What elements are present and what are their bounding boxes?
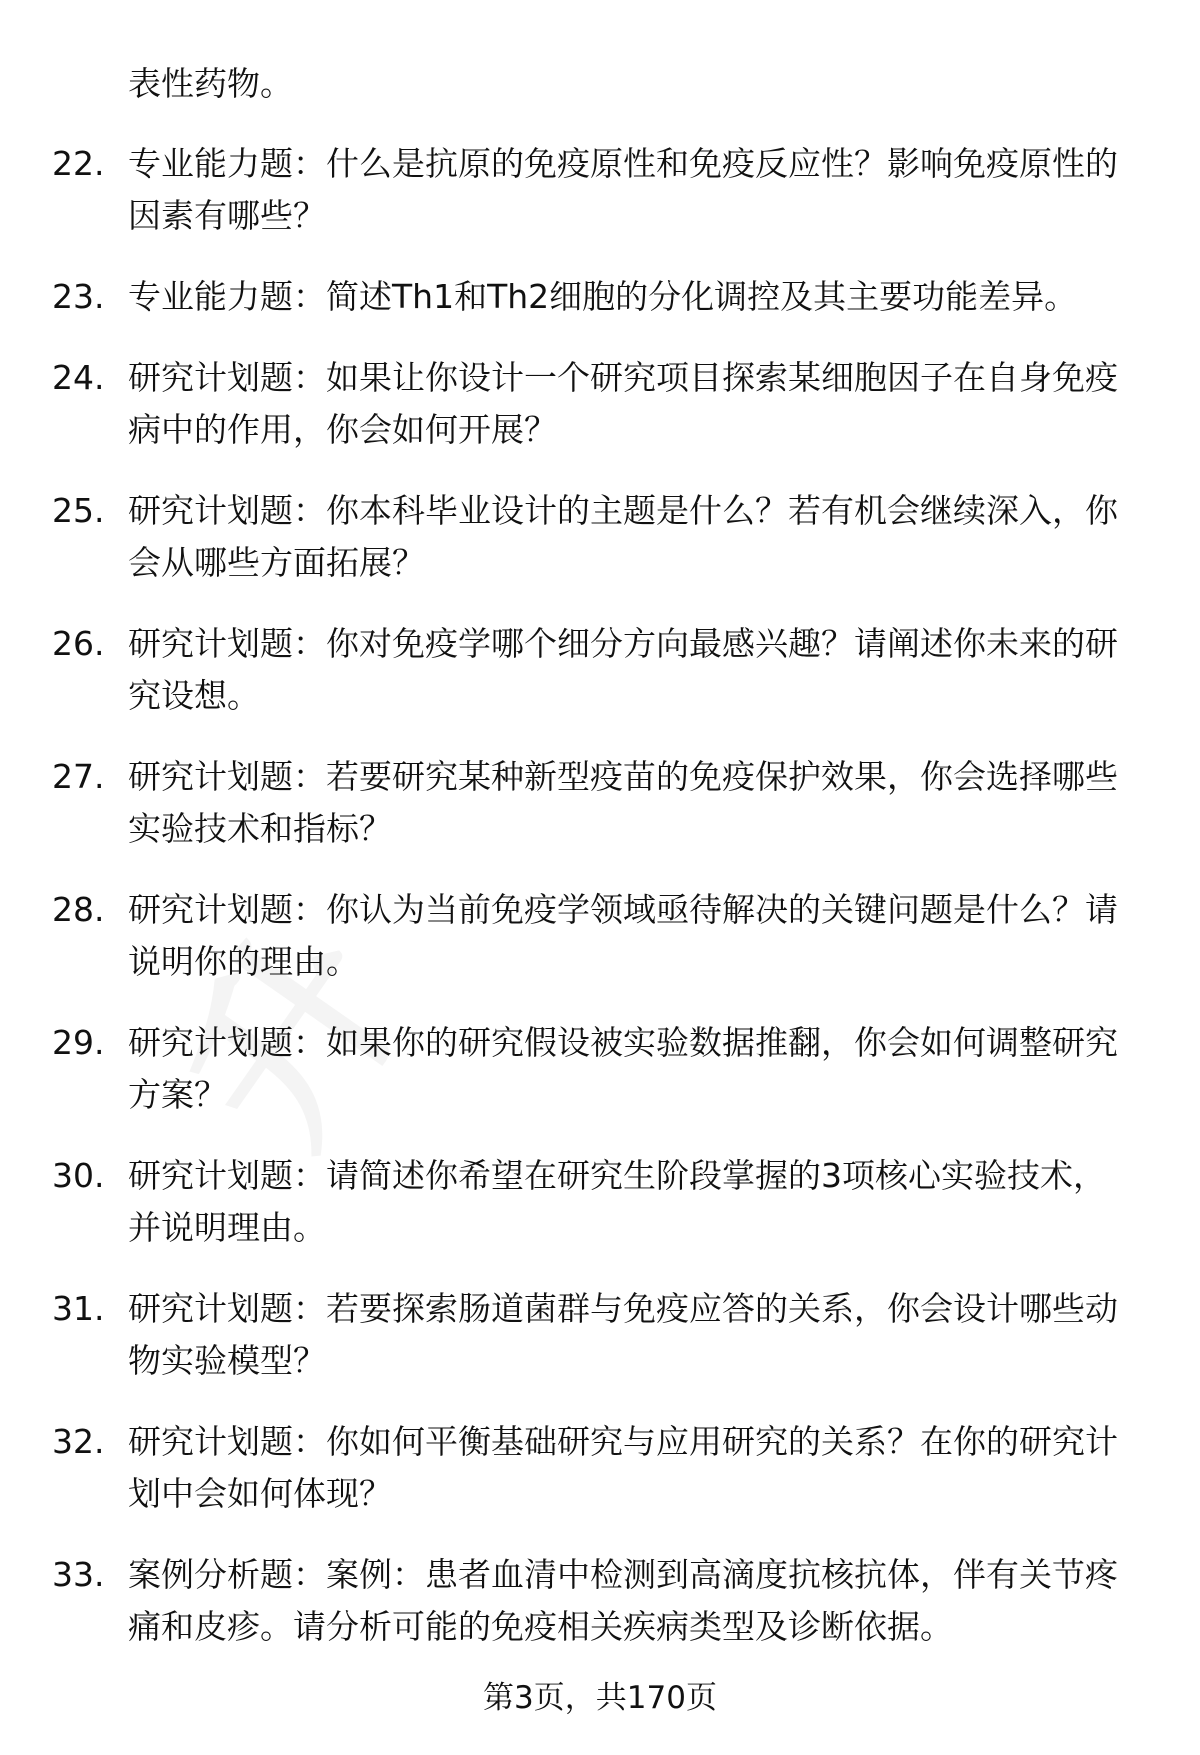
- list-item: [0, 1150, 1200, 1254]
- list-item: [0, 138, 1200, 242]
- question-number: 23.: [52, 277, 105, 316]
- question-text: 研究计划题：你认为当前免疫学领域亟待解决的关键问题是什么？请说明你的理由。: [128, 890, 1118, 981]
- list-item: [0, 1416, 1200, 1520]
- page-footer: 第3页，共170页: [483, 1680, 717, 1716]
- question-number: 29.: [52, 1023, 105, 1062]
- question-text: 研究计划题：你本科毕业设计的主题是什么？若有机会继续深入，你会从哪些方面拓展？: [128, 491, 1118, 582]
- question-number: 25.: [52, 491, 105, 530]
- list-item: [0, 884, 1200, 988]
- list-item: [0, 751, 1200, 855]
- question-number: 28.: [52, 890, 105, 929]
- question-text: 专业能力题：什么是抗原的免疫原性和免疫反应性？影响免疫原性的因素有哪些？: [128, 144, 1118, 235]
- question-number: 30.: [52, 1156, 105, 1195]
- question-text: 研究计划题：你如何平衡基础研究与应用研究的关系？在你的研究计划中会如何体现？: [128, 1422, 1118, 1513]
- list-item: [0, 485, 1200, 589]
- question-text: 研究计划题：若要研究某种新型疫苗的免疫保护效果，你会选择哪些实验技术和指标？: [128, 757, 1118, 848]
- list-item: [0, 352, 1200, 456]
- question-number: 31.: [52, 1289, 105, 1328]
- question-text: 研究计划题：如果让你设计一个研究项目探索某细胞因子在自身免疫病中的作用，你会如何开展？: [128, 358, 1118, 449]
- question-text: 案例分析题：案例：患者血清中检测到高滴度抗核抗体，伴有关节疼痛和皮疹。请分析可能的免疫相关疾病类型及诊断依据。: [128, 1555, 1118, 1646]
- question-text: 研究计划题：如果你的研究假设被实验数据推翻，你会如何调整研究方案？: [128, 1023, 1118, 1114]
- question-text: 研究计划题：请简述你希望在研究生阶段掌握的3项核心实验技术，并说明理由。: [128, 1156, 1106, 1247]
- question-number: 27.: [52, 757, 105, 796]
- question-text: 研究计划题：若要探索肠道菌群与免疫应答的关系，你会设计哪些动物实验模型？: [128, 1289, 1118, 1380]
- question-number: 33.: [52, 1555, 105, 1594]
- question-text: 研究计划题：你对免疫学哪个细分方向最感兴趣？请阐述你未来的研究设想。: [128, 624, 1118, 715]
- question-number: 26.: [52, 624, 105, 663]
- list-item: [0, 1017, 1200, 1121]
- continuation-text: 表性药物。: [128, 64, 293, 103]
- list-item: [0, 1549, 1200, 1653]
- list-item: [0, 618, 1200, 722]
- list-item: [0, 271, 1200, 323]
- question-number: 22.: [52, 144, 105, 183]
- question-list: [0, 138, 1200, 1682]
- list-item: [0, 1283, 1200, 1387]
- question-number: 24.: [52, 358, 105, 397]
- question-number: 32.: [52, 1422, 105, 1461]
- question-text: 专业能力题：简述Th1和Th2细胞的分化调控及其主要功能差异。: [128, 277, 1078, 316]
